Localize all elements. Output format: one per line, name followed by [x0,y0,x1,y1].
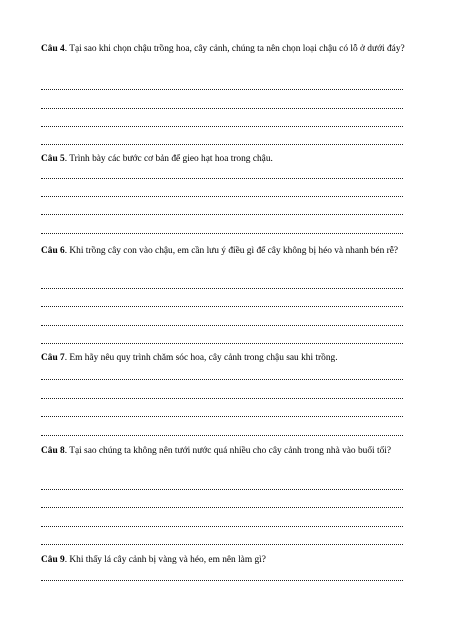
question-9-label: Câu 9 [41,555,65,565]
answer-line[interactable] [41,435,403,436]
question-8 [41,441,407,461]
answer-line[interactable] [41,379,403,380]
question-6-text: . Khi trồng cây con vào chậu, em cần lưu ý điều gì để cây không bị héo và nhanh bén rễ? [64,246,399,256]
question-5-text: . Trình bày các bước cơ bản để gieo hạt hoa trong chậu. [64,154,273,164]
answer-line[interactable] [41,416,403,417]
question-7-label: Câu 7 [41,353,65,363]
question-7 [41,348,407,368]
question-9-text: . Khi thấy lá cây cảnh bị vàng và héo, em nên làm gì? [64,555,266,565]
question-9 [41,550,407,570]
question-7-text: . Em hãy nêu quy trình chăm sóc hoa, cây cảnh trong chậu sau khi trồng. [64,353,338,363]
question-8-label: Câu 8 [41,446,65,456]
answer-line[interactable] [41,507,403,508]
question-6-label: Câu 6 [41,246,65,256]
answer-line[interactable] [41,325,403,326]
answer-line[interactable] [41,544,403,545]
answer-line[interactable] [41,288,403,289]
answer-line[interactable] [41,580,403,581]
answer-line[interactable] [41,196,403,197]
answer-line[interactable] [41,526,403,527]
answer-line[interactable] [41,178,403,179]
question-4-text: . Tại sao khi chọn chậu trồng hoa, cây cảnh, chúng ta nên chọn loại chậu có lỗ ở dưới đáy? [64,44,405,54]
answer-line[interactable] [41,233,403,234]
question-4 [41,39,407,59]
answer-line[interactable] [41,489,403,490]
answer-line[interactable] [41,214,403,215]
answer-line[interactable] [41,89,403,90]
answer-line[interactable] [41,108,403,109]
answer-line[interactable] [41,306,403,307]
question-5-label: Câu 5 [41,154,65,164]
question-6 [41,241,407,261]
answer-line[interactable] [41,126,403,127]
answer-line[interactable] [41,144,403,145]
question-4-label: Câu 4 [41,44,65,54]
answer-line[interactable] [41,343,403,344]
question-8-text: . Tại sao chúng ta không nên tưới nước quá nhiều cho cây cảnh trong nhà vào buổi tối? [64,446,392,456]
question-5 [41,149,407,169]
answer-line[interactable] [41,398,403,399]
